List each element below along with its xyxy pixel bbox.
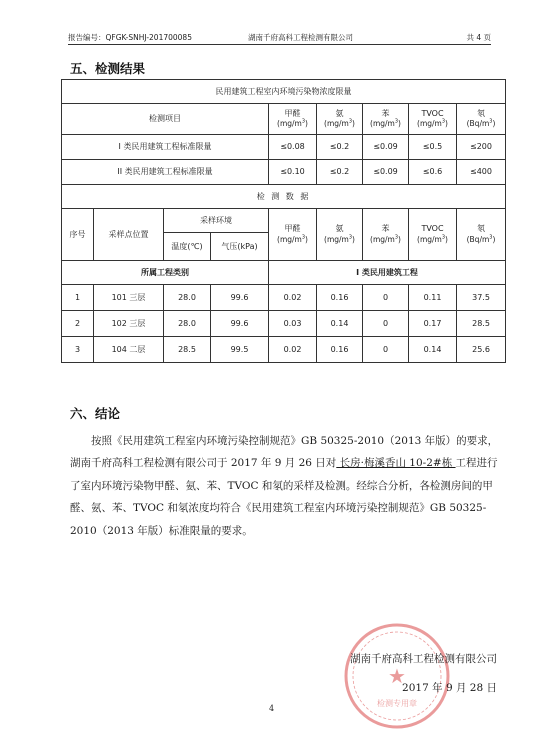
page-header — [68, 30, 491, 45]
pollutant-header-radon: 氡 $(Bq/m^3)$ — [457, 104, 506, 135]
row-value: 0.17 — [409, 311, 457, 337]
page-number: 4 — [268, 704, 275, 713]
data-header-benzene: 苯 $(mg/m^3)$ — [363, 209, 409, 261]
row-value: 0.14 — [409, 337, 457, 363]
limit-value: ≤0.09 — [363, 135, 409, 160]
row-point: 104 二层 — [94, 337, 164, 363]
row-value: 0.03 — [269, 311, 317, 337]
signature-company: 湖南千府高科工程检测有限公司 — [350, 653, 497, 665]
row-no: 1 — [62, 285, 94, 311]
limit-label-class-2: II 类民用建筑工程标准限量 — [62, 160, 269, 185]
section-5-title: 五、检测结果 — [70, 61, 146, 76]
limit-value: ≤0.2 — [317, 160, 363, 185]
limit-value: ≤0.08 — [269, 135, 317, 160]
table-row — [62, 311, 506, 337]
limit-value: ≤0.5 — [409, 135, 457, 160]
data-section-title: 检 测 数 据 — [62, 185, 506, 209]
row-temp: 28.5 — [164, 337, 211, 363]
item-header: 检测项目 — [62, 104, 269, 135]
row-value: 0 — [363, 337, 409, 363]
row-value: 0 — [363, 285, 409, 311]
section-6-title: 六、结论 — [70, 406, 121, 421]
row-value: 0.02 — [269, 285, 317, 311]
row-no: 2 — [62, 311, 94, 337]
row-value: 25.6 — [457, 337, 506, 363]
row-pressure: 99.5 — [211, 337, 269, 363]
row-temp: 28.0 — [164, 311, 211, 337]
pollutant-header-tvoc: TVOC $(mg/m^3)$ — [409, 104, 457, 135]
col-header-no: 序号 — [62, 209, 94, 261]
row-point: 101 三层 — [94, 285, 164, 311]
data-header-formaldehyde: 甲醛 $(mg/m^3)$ — [269, 209, 317, 261]
row-pressure: 99.6 — [211, 285, 269, 311]
results-table — [61, 79, 506, 363]
limit-value: ≤0.2 — [317, 135, 363, 160]
limit-value: ≤0.09 — [363, 160, 409, 185]
pollutant-header-benzene: 苯 $(mg/m^3)$ — [363, 104, 409, 135]
header-company: 湖南千府高科工程检测有限公司 — [248, 33, 353, 42]
row-value: 0.11 — [409, 285, 457, 311]
limit-value: ≤200 — [457, 135, 506, 160]
category-value: I 类民用建筑工程 — [269, 261, 506, 285]
row-temp: 28.0 — [164, 285, 211, 311]
row-point: 102 三层 — [94, 311, 164, 337]
row-value: 0.16 — [317, 337, 363, 363]
row-value: 0.14 — [317, 311, 363, 337]
conclusion-paragraph: 按照《民用建筑工程室内环境污染控制规范》GB 50325-2010（2013 年版）的要求，湖南千府高科工程检测有限公司于 2017 年 9 月 26 日对 长房·梅溪香山 10-2#栋 工程进行了室内环境污染物甲醛、氨、苯、TVOC 和氡的采样及检测。经综合分析，各检测房间的甲醛、氨、苯、TVOC 和氡浓度均符合《民用建筑工程室内环境污染控制规范》GB 50325-2010（2013 年版）标准限量的要求。 — [70, 435, 499, 537]
table-row — [62, 285, 506, 311]
limits-table-title: 民用建筑工程室内环境污染物浓度限量 — [62, 80, 506, 104]
row-value: 0.02 — [269, 337, 317, 363]
limit-label-class-1: I 类民用建筑工程标准限量 — [62, 135, 269, 160]
row-value: 28.5 — [457, 311, 506, 337]
pollutant-header-formaldehyde: 甲醛 $(mg/m^3)$ — [269, 104, 317, 135]
row-value: 37.5 — [457, 285, 506, 311]
col-header-point: 采样点位置 — [94, 209, 164, 261]
limit-value: ≤0.6 — [409, 160, 457, 185]
row-no: 3 — [62, 337, 94, 363]
signature-date: 2017 年 9 月 28 日 — [402, 682, 497, 694]
data-header-radon: 氡 $(Bq/m^3)$ — [457, 209, 506, 261]
table-row — [62, 337, 506, 363]
svg-text:★: ★ — [388, 664, 406, 688]
svg-text:检测专用章: 检测专用章 — [377, 699, 417, 708]
category-label: 所属工程类别 — [62, 261, 269, 285]
page-count: 共 4 页 — [466, 33, 491, 42]
col-header-pressure: 气压(kPa) — [211, 233, 269, 261]
row-value: 0 — [363, 311, 409, 337]
row-pressure: 99.6 — [211, 311, 269, 337]
pollutant-header-ammonia: 氨 $(mg/m^3)$ — [317, 104, 363, 135]
report-number: 报告编号：QFGK-SNHJ-201700085 — [68, 33, 192, 42]
project-name: 长房·梅溪香山 10-2#栋 — [336, 457, 456, 470]
limit-value: ≤400 — [457, 160, 506, 185]
data-header-ammonia: 氨 $(mg/m^3)$ — [317, 209, 363, 261]
limit-value: ≤0.10 — [269, 160, 317, 185]
row-value: 0.16 — [317, 285, 363, 311]
signature-block — [350, 651, 497, 709]
col-header-env: 采样环境 — [164, 209, 269, 233]
col-header-temp: 温度(℃) — [164, 233, 211, 261]
data-header-tvoc: TVOC $(mg/m^3)$ — [409, 209, 457, 261]
